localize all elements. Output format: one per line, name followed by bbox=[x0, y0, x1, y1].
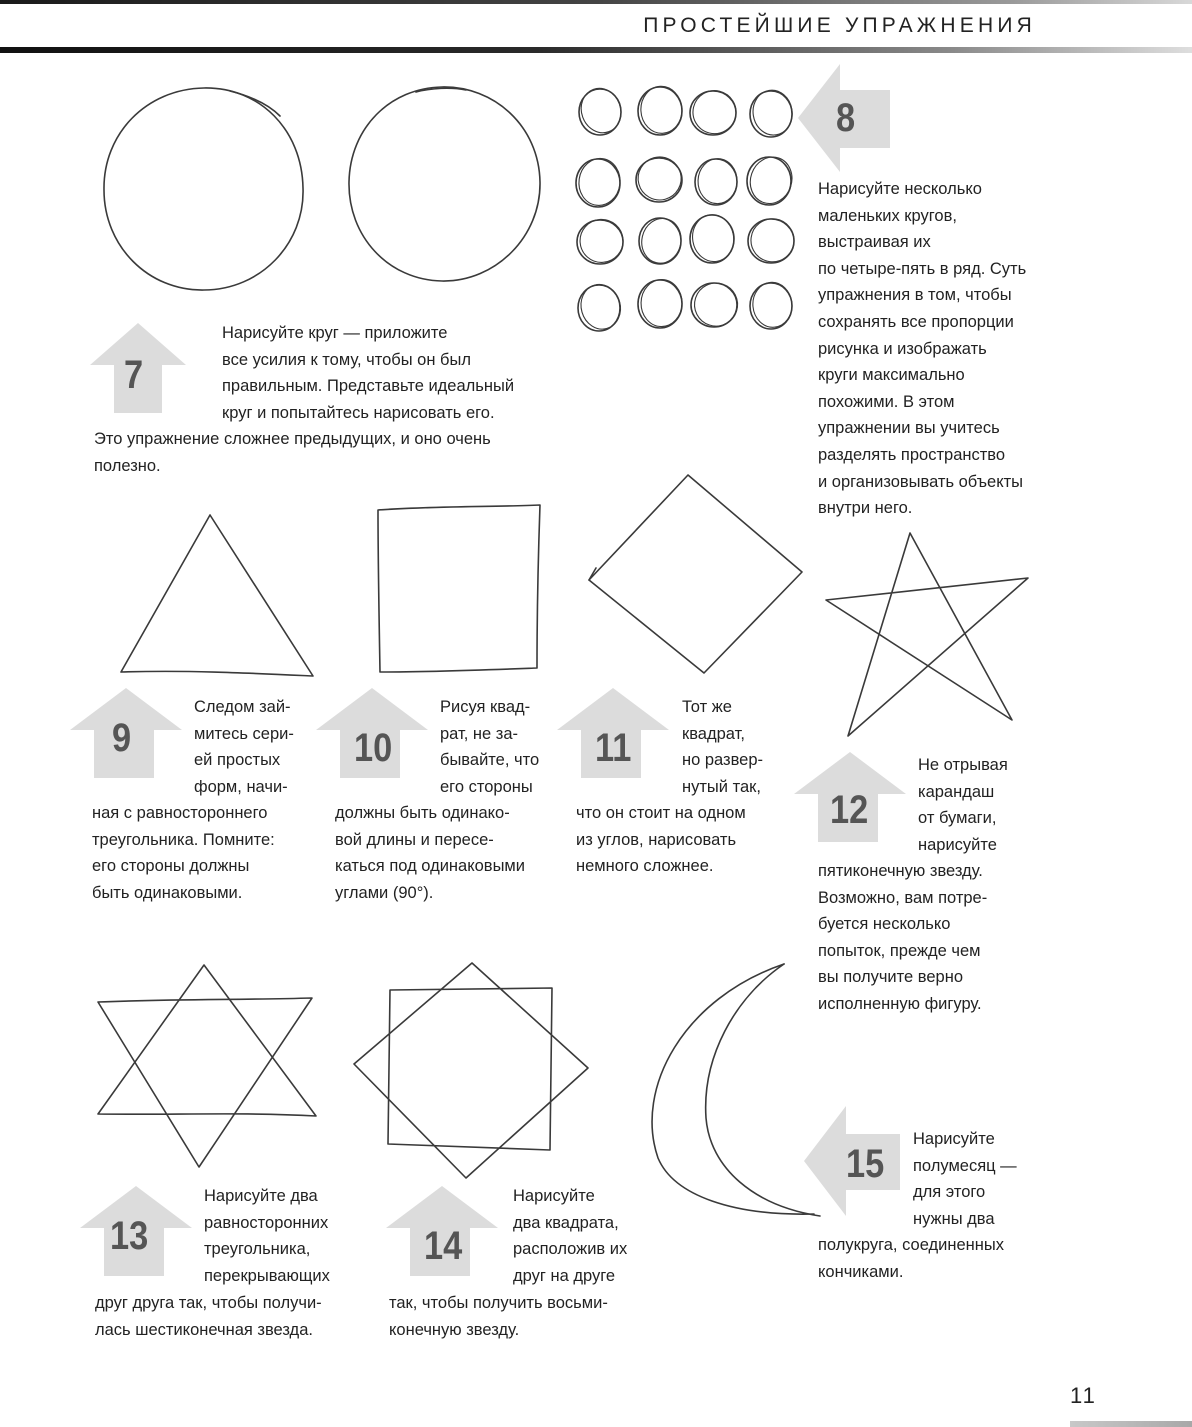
exercise-11-text-continued: что он стоит на одном из углов, нарисовать немного сложнее. bbox=[576, 804, 746, 876]
exercise-13-badge bbox=[80, 1186, 192, 1276]
exercise-13-number: 13 bbox=[110, 1214, 149, 1258]
top-rule bbox=[0, 0, 1192, 4]
exercise-11-badge bbox=[557, 688, 669, 778]
small-circle-overstroke bbox=[637, 214, 685, 267]
exercise-10-text-continued: должны быть одинако- вой длины и пересе- каться под одинаковыми углами (90°). bbox=[335, 804, 525, 902]
page-number: 11 bbox=[1070, 1383, 1097, 1408]
small-circle-overstroke bbox=[576, 280, 626, 334]
exercise-13-text-continued: друг друга так, чтобы получи- лась шестиконечная звезда. bbox=[95, 1294, 322, 1339]
exercise-9-number: 9 bbox=[112, 716, 132, 760]
small-circle-overstroke bbox=[689, 277, 743, 331]
exercise-7-text: Нарисуйте круг — приложите все усилия к тому, чтобы он был правильным. Представьте идеальный круг и попытайтесь нарисовать его. bbox=[222, 324, 515, 422]
exercise-10-number: 10 bbox=[354, 726, 393, 770]
exercise-8-badge bbox=[798, 64, 890, 172]
circle-sketch-right bbox=[346, 84, 546, 284]
footer-rule bbox=[1070, 1421, 1192, 1427]
rotated-square-sketch bbox=[586, 472, 806, 678]
small-circle-overstroke bbox=[744, 151, 798, 209]
five-point-star-sketch bbox=[822, 530, 1032, 742]
exercise-9-badge bbox=[70, 688, 182, 778]
small-circle-overstroke bbox=[641, 279, 683, 327]
small-circle-overstroke bbox=[688, 86, 740, 138]
running-header: ПРОСТЕЙШИЕ УПРАЖНЕНИЯ bbox=[643, 14, 1036, 37]
six-point-star-sketch bbox=[94, 962, 320, 1172]
exercise-15-text-continued: полукруга, соединенных кончиками. bbox=[818, 1236, 1004, 1281]
small-circle-overstroke bbox=[575, 83, 627, 139]
square-sketch bbox=[374, 502, 544, 678]
exercise-14-badge bbox=[386, 1186, 498, 1276]
exercise-12-text-continued: пятиконечную звезду. Возможно, вам потре- буется несколько попыток, прежде чем вы получите верно исполненную фигуру. bbox=[818, 862, 988, 1013]
exercise-11-text: Тот же квадрат, но развер- нутый так, bbox=[682, 698, 764, 796]
exercise-7-badge bbox=[90, 323, 186, 413]
small-circles-grid-sketch bbox=[576, 86, 802, 338]
exercise-14-text: Нарисуйте два квадрата, расположив их друг на друге bbox=[513, 1187, 628, 1285]
exercise-10-badge bbox=[316, 688, 428, 778]
exercise-9-text: Следом зай- митесь сери- ей простых форм, начи- bbox=[194, 698, 294, 796]
exercise-13-text: Нарисуйте два равносторонних треугольника, перекрывающих bbox=[204, 1187, 330, 1285]
exercise-10-text: Рисуя квад- рат, не за- бывайте, что его стороны bbox=[440, 698, 540, 796]
exercise-12-badge bbox=[794, 752, 906, 842]
exercise-8-text: Нарисуйте несколько маленьких кругов, выстраивая их по четыре-пять в ряд. Суть упражнения в том, чтобы сохранять все пропорции рисунка и изображать круги максимально похожими. В этом упражнении вы учитесь разделять пространство и организовывать объекты внутри него. bbox=[818, 180, 1027, 518]
triangle-sketch bbox=[118, 512, 318, 680]
exercise-12-number: 12 bbox=[830, 788, 869, 832]
small-circle bbox=[747, 157, 791, 205]
exercise-15-text: Нарисуйте полумесяц — для этого нужны два bbox=[913, 1130, 1017, 1228]
eight-point-star-sketch bbox=[352, 960, 592, 1182]
exercise-14-text-continued: так, чтобы получить восьми- конечную звезду. bbox=[389, 1294, 608, 1339]
exercise-14-number: 14 bbox=[424, 1224, 463, 1268]
small-circle-overstroke bbox=[633, 152, 686, 205]
exercise-12-text: Не отрывая карандаш от бумаги, нарисуйте bbox=[918, 756, 1008, 854]
small-circle bbox=[576, 159, 620, 207]
exercise-11-number: 11 bbox=[595, 726, 632, 770]
exercise-15-number: 15 bbox=[846, 1142, 885, 1186]
exercise-7-text-continued: Это упражнение сложнее предыдущих, и оно очень полезно. bbox=[94, 430, 491, 475]
circle-sketch-left bbox=[100, 84, 310, 294]
header-rule bbox=[0, 47, 1192, 53]
exercise-15-badge bbox=[804, 1106, 900, 1216]
exercise-8-number: 8 bbox=[836, 96, 856, 140]
exercise-7-number: 7 bbox=[124, 353, 144, 397]
exercise-9-text-continued: ная с равностороннего треугольника. Помните: его стороны должны быть одинаковыми. bbox=[92, 804, 275, 902]
